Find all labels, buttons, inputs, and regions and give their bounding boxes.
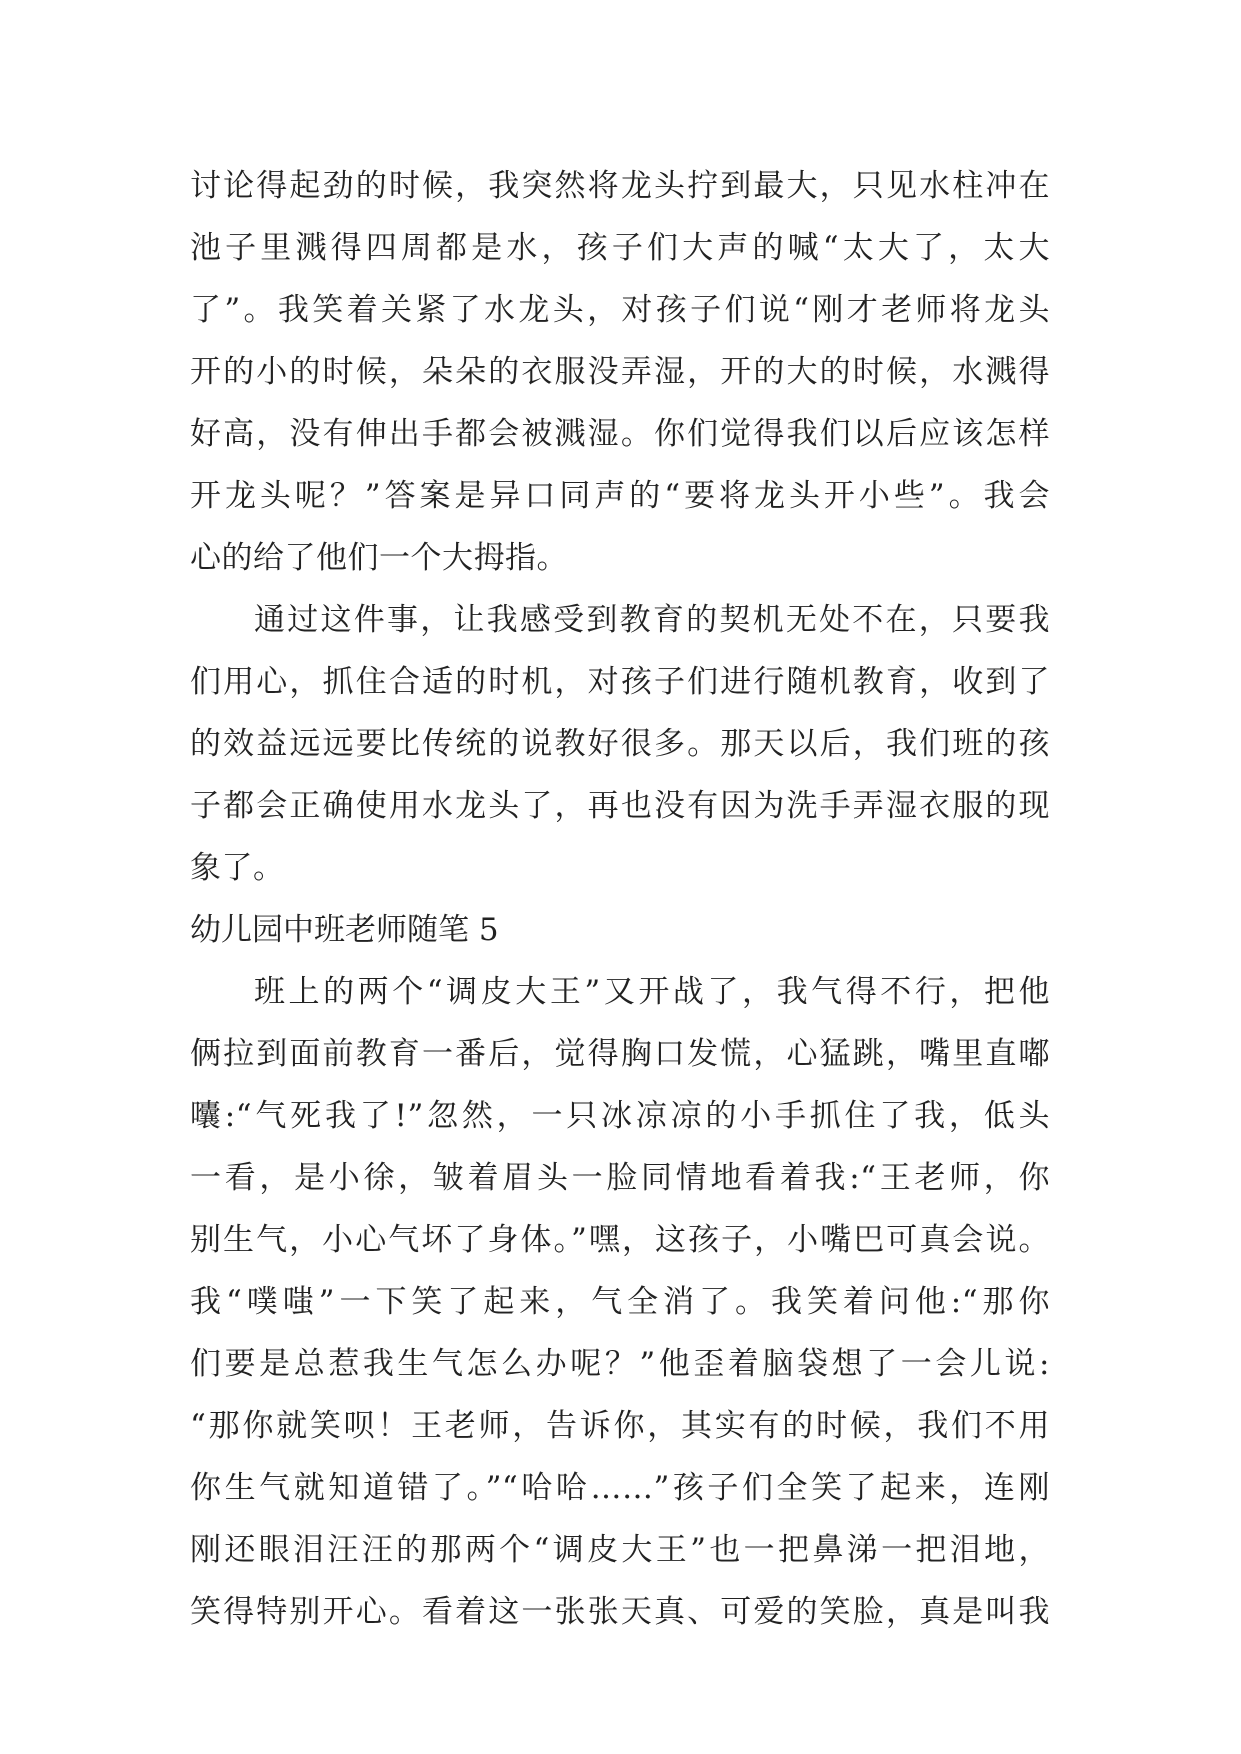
text-line: 笑得特别开心。看着这一张张天真、可爱的笑脸，真是叫我: [190, 1594, 1050, 1630]
text-line: 别生气，小心气坏了身体。”嘿，这孩子，小嘴巴可真会说。: [190, 1222, 1050, 1258]
text-line: 囔:“气死我了!”忽然，一只冰凉凉的小手抓住了我，低头: [190, 1098, 1050, 1134]
text-line: 刚还眼泪汪汪的那两个“调皮大王”也一把鼻涕一把泪地，: [190, 1532, 1050, 1568]
text-line: 象了。: [190, 850, 285, 886]
paragraph-first-line: 班上的两个“调皮大王”又开战了，我气得不行，把他: [254, 974, 1050, 1010]
text-line: 心的给了他们一个大拇指。: [190, 540, 568, 576]
text-line: 我“噗嗤”一下笑了起来，气全消了。我笑着问他:“那你: [190, 1284, 1050, 1320]
document-body: [190, 155, 1050, 1643]
paragraph-first-line: 通过这件事，让我感受到教育的契机无处不在，只要我: [254, 602, 1050, 638]
text-line: 开龙头呢？”答案是异口同声的“要将龙头开小些”。我会: [190, 478, 1050, 514]
text-line: “那你就笑呗！王老师，告诉你，其实有的时候，我们不用: [190, 1408, 1050, 1444]
text-line: 你生气就知道错了。”“哈哈……”孩子们全笑了起来，连刚: [190, 1470, 1050, 1506]
text-line: 们用心，抓住合适的时机，对孩子们进行随机教育，收到了: [190, 664, 1050, 700]
text-line: 一看，是小徐，皱着眉头一脸同情地看着我:“王老师，你: [190, 1160, 1050, 1196]
text-line: 好高，没有伸出手都会被溅湿。你们觉得我们以后应该怎样: [190, 416, 1050, 452]
text-line: 俩拉到面前教育一番后，觉得胸口发慌，心猛跳，嘴里直嘟: [190, 1036, 1050, 1072]
text-line: 了”。我笑着关紧了水龙头，对孩子们说“刚才老师将龙头: [190, 292, 1050, 328]
text-line: 子都会正确使用水龙头了，再也没有因为洗手弄湿衣服的现: [190, 788, 1050, 824]
text-line: 讨论得起劲的时候，我突然将龙头拧到最大，只见水柱冲在: [190, 168, 1050, 204]
section-heading: 幼儿园中班老师随笔 5: [190, 912, 499, 948]
text-line: 的效益远远要比传统的说教好很多。那天以后，我们班的孩: [190, 726, 1050, 762]
text-line: 池子里溅得四周都是水，孩子们大声的喊“太大了，太大: [190, 230, 1050, 266]
text-line: 开的小的时候，朵朵的衣服没弄湿，开的大的时候，水溅得: [190, 354, 1050, 390]
text-line: 们要是总惹我生气怎么办呢？”他歪着脑袋想了一会儿说:: [190, 1346, 1050, 1382]
